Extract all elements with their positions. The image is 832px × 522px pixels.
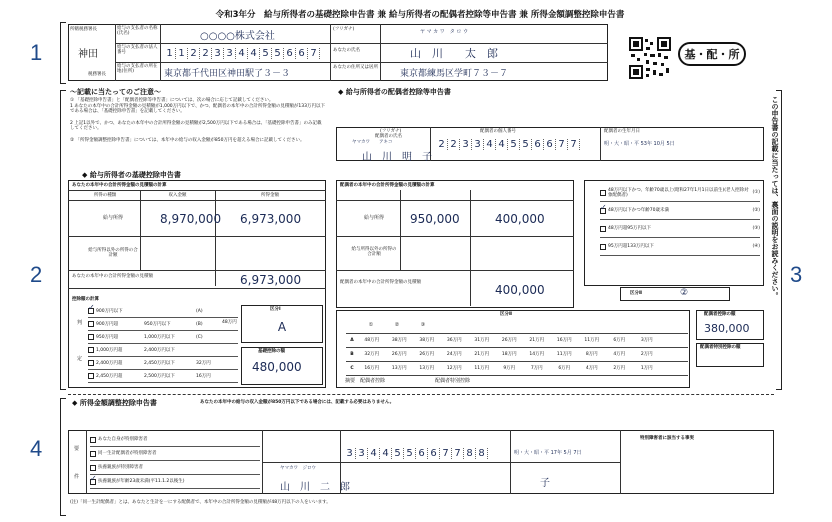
basic-deduction-title: 控除額の計算 (72, 297, 99, 302)
spouse-deduction-label: 配偶者控除の額 (704, 312, 736, 317)
special-deduction-label: 配偶者特別控除の額 (700, 345, 741, 350)
form-title: 令和3年分 給与所得者の基礎控除申告書 兼 給与所得者の配偶者控除等申告書 兼 所得金額調整控除申告書 (215, 10, 625, 20)
digit: 2 (188, 48, 200, 59)
range-from: 900万円超 (96, 321, 119, 327)
table-cell: 26万円 (419, 352, 435, 357)
range-to: 2,400万円以下 (144, 347, 175, 353)
tax-office-value[interactable]: 神田 (78, 49, 98, 60)
basic-range-row (88, 344, 238, 357)
spouse-total-amount[interactable]: 400,000 (495, 283, 545, 297)
digit: 4 (248, 48, 260, 59)
address-value[interactable]: 東京都練馬区学町７３－７ (400, 69, 509, 79)
basic-total-label: あなたの本年中の合計所得金額の見積額 (72, 274, 153, 279)
range-from: 1,000万円超 (96, 347, 123, 353)
spouse-judge-option (600, 238, 760, 256)
spouse-number-digits[interactable] (436, 139, 580, 150)
basic-subtitle: あなたの本年中の合計所得金額の見積額の計算 (72, 183, 167, 188)
range-from: 2,400万円超 (96, 360, 123, 366)
digit: 5 (392, 448, 404, 459)
table-cell: 12万円 (446, 366, 462, 371)
table-cell: 16万円 (556, 338, 572, 343)
table-cell: 8万円 (585, 352, 598, 357)
adjust-youken-2: 件 (74, 474, 80, 480)
digit: 2 (436, 139, 448, 150)
kubun2-label: 区分Ⅱ (630, 291, 642, 296)
adjust-youken-1: 要 (74, 446, 80, 452)
table-cell: B (350, 352, 354, 357)
table-cell: 2万円 (640, 352, 653, 357)
judge-text: 95万円超133万円以下 (608, 244, 654, 249)
note-line-4: ② 「所得金額調整控除申告書」については、本年中の給与の収入金額が850万円を超える場合に記載してください。 (70, 138, 305, 143)
qr-code-icon (628, 36, 672, 80)
range-to: 950万円以下 (144, 321, 171, 327)
spouse-deduction-value[interactable]: 380,000 (704, 322, 750, 335)
table-cell: 2万円 (613, 366, 626, 371)
adjust-furigana-value[interactable]: ヤマカワ ジロウ (280, 466, 316, 471)
table-cell: 26万円 (391, 352, 407, 357)
basic-section-title: ◆ 給与所得者の基礎控除申告書 (82, 170, 181, 180)
basic-range-row (88, 370, 238, 383)
table-cell: 38万円 (391, 338, 407, 343)
form-type-stamp: 基・配・所 (678, 42, 746, 66)
table-cell: 3万円 (640, 338, 653, 343)
table-cell: 24万円 (446, 352, 462, 357)
digit: 7 (556, 139, 568, 150)
spouse-section-title: ◆ 給与所得者の配偶者控除等申告書 (338, 87, 451, 97)
table-cell: 11万円 (474, 366, 490, 371)
spouse-birth-value[interactable]: 明・大・昭・平 53年 10月 5日 (604, 141, 675, 147)
digit: 5 (404, 448, 416, 459)
table-cell: 4万円 (613, 352, 626, 357)
kubun1-label: 区分Ⅰ (270, 307, 281, 312)
payer-number-label: 給与の支払者の法人番号 (117, 45, 158, 55)
digit: 6 (416, 448, 428, 459)
checkbox[interactable] (88, 308, 94, 314)
table-cell: 11万円 (584, 338, 600, 343)
table-cell: 21万円 (474, 352, 490, 357)
table-cell: 6万円 (613, 338, 626, 343)
spouse-birth-label: 配偶者の生年月日 (604, 129, 640, 134)
adjust-birth-value[interactable]: 明・大・昭・平 17年 5月 7日 (514, 450, 582, 456)
range-from: 900万円以下 (96, 308, 123, 314)
spouse-name-label: 配偶者の氏名 (375, 134, 402, 139)
adjust-option-text: あなた自身が特別障害者 (98, 437, 148, 442)
range-to: 1,000万円以下 (144, 334, 175, 340)
range-code: (A) (196, 308, 203, 314)
range-code: (C) (196, 334, 203, 340)
table-cell: 13万円 (419, 366, 435, 371)
basic-row1-income[interactable]: 8,970,000 (160, 212, 222, 226)
basic-range-row (88, 331, 238, 344)
checkbox[interactable] (90, 451, 96, 457)
digit: 4 (496, 139, 508, 150)
checkbox[interactable] (90, 465, 96, 471)
basic-range-row (88, 318, 238, 331)
table-cell: 11万円 (556, 352, 572, 357)
name-label: あなたの氏名 (333, 48, 360, 53)
digit: 1 (176, 48, 188, 59)
digit: 8 (476, 448, 488, 459)
judge-code: (②) (752, 208, 760, 213)
spouse-furigana-value[interactable]: ヤマカワ アキコ (352, 140, 393, 145)
table-col: ③ (420, 322, 426, 328)
adjust-option-text: 扶養親族が年齢23歳未満(平11.1.2以後生) (98, 479, 185, 484)
checkbox[interactable] (600, 208, 606, 214)
table-cell: 6万円 (558, 366, 571, 371)
tax-office-suffix: 税務署長 (88, 72, 106, 77)
adjust-number-digits[interactable] (344, 448, 488, 459)
table-cell: 18万円 (501, 352, 517, 357)
checkbox[interactable] (88, 373, 94, 379)
adjust-name-value[interactable]: 山 川 二 郎 (280, 482, 350, 493)
spouse-judge-option (600, 220, 760, 238)
checkbox[interactable] (88, 321, 94, 327)
basic-deduction-label: 基礎控除の額 (258, 349, 285, 354)
table-row (346, 348, 688, 362)
judge-code: (①) (752, 190, 760, 195)
basic-row1-amount[interactable]: 6,973,000 (240, 212, 302, 226)
adjust-option (90, 447, 260, 461)
digit: 6 (532, 139, 544, 150)
note-line-2: 1 あなたの本年中の合計所得金額の見積額が1,000万円以下で、かつ、配偶者の本年中の合計所得金額の見積額が133万円以下である場合は、「基礎控除申告書」を記載してください。 (70, 104, 325, 114)
section-marker-1: 1 (30, 40, 43, 65)
basic-total-amount[interactable]: 6,973,000 (240, 273, 302, 287)
range-code: 16万円 (196, 373, 211, 379)
notes-title: 〜記載に当たってのご注意〜 (70, 88, 161, 96)
digit: 2 (200, 48, 212, 59)
judge-text: 48万円超95万円以下 (608, 226, 651, 231)
adjust-disability-label: 特別障害者に該当する事実 (640, 436, 694, 441)
bracket-2 (60, 90, 66, 390)
table-cell: 26万円 (501, 338, 517, 343)
adjust-option-text: 扶養親族が特別障害者 (98, 465, 143, 470)
judge-text: 48万円以下かつ、年齢70歳以上(昭和27年1月1日以前生)(老人控除対象配偶者) (608, 187, 749, 198)
digit: 5 (520, 139, 532, 150)
digit: 3 (356, 448, 368, 459)
judge-code: (③) (752, 226, 760, 231)
table-cell: 36万円 (446, 338, 462, 343)
payer-address-value[interactable]: 東京都千代田区神田駅了３－３ (164, 69, 291, 79)
checkbox[interactable] (600, 190, 606, 196)
digit: 4 (236, 48, 248, 59)
checkbox[interactable] (90, 437, 96, 443)
spouse-table-header: 区分Ⅱ (500, 312, 512, 317)
range-to: 2,500万円以下 (144, 373, 175, 379)
digit: 5 (508, 139, 520, 150)
note-line-3: 2 上記1以外で、かつ、あなたの本年中の合計所得金額の見積額が2,500万円以下である場合は、「基礎控除申告書」のみ記載してください。 (70, 121, 322, 131)
table-cell: 21万円 (529, 338, 545, 343)
range-to: 2,450万円以下 (144, 360, 175, 366)
digit: 3 (460, 139, 472, 150)
range-code: (B) (196, 321, 203, 327)
spouse-row2-label: 給与所得以外の所得の合計額 (351, 247, 397, 257)
range-code: 32万円 (196, 360, 211, 366)
digit: 6 (428, 448, 440, 459)
digit: 4 (380, 448, 392, 459)
basic-col-amount: 所得金額 (261, 193, 279, 198)
table-cell: A (350, 338, 354, 343)
basic-judge-1: 判 (77, 320, 83, 326)
payer-number-digits[interactable] (164, 48, 320, 59)
spouse-judge-list (600, 184, 760, 256)
checkbox[interactable] (90, 479, 96, 485)
spouse-total-label: 配偶者の本年中の合計所得金額の見積額 (340, 280, 421, 285)
adjust-subtitle: あなたの本年中の給与の収入金額が850万円以下である場合には、記載する必要はありません。 (200, 400, 395, 405)
spouse-calc-title: 配偶者の本年中の合計所得金額の見積額の計算 (340, 183, 435, 188)
adjust-relation-value[interactable]: 子 (540, 478, 550, 489)
basic-col-income: 収入金額 (168, 193, 187, 198)
adjust-option-text: 同一生計配偶者が特別障害者 (98, 451, 157, 456)
table-cell: 7万円 (530, 366, 543, 371)
checkbox[interactable] (600, 244, 606, 250)
spouse-row1-income[interactable]: 950,000 (410, 212, 460, 226)
spouse-deduction-table (346, 322, 688, 376)
adjust-option (90, 475, 260, 489)
furigana-value[interactable]: ヤ マ カ ワ タ ロ ウ (420, 29, 468, 35)
payer-name-label: 給与の支払者の名称(氏名) (117, 26, 158, 36)
kubun1-value[interactable]: A (277, 320, 287, 334)
basic-row2-label: 給与所得以外の所得の合計額 (88, 248, 138, 258)
digit: 6 (544, 139, 556, 150)
checkbox[interactable] (88, 334, 94, 340)
spouse-row1-amount[interactable]: 400,000 (495, 212, 545, 226)
spouse-judge-option (600, 202, 760, 220)
section-marker-4: 4 (30, 436, 43, 461)
judge-code: (④) (752, 244, 760, 249)
table-row (346, 334, 688, 348)
spouse-number-label: 配偶者の個人番号 (480, 129, 516, 134)
table-cell: 14万円 (529, 352, 545, 357)
adjust-footer: (注)「同一生計配偶者」とは、あなたと生計を一にする配偶者で、本年中の合計所得金額の見積額が48万円以下の人をいいます。 (70, 500, 331, 505)
kubun2-value[interactable]: ② (680, 288, 689, 298)
digit: 4 (484, 139, 496, 150)
tax-office-label: 所轄税務署長 (70, 27, 97, 32)
spouse-judge-option (600, 184, 760, 202)
basic-range-row (88, 305, 238, 318)
bracket-4 (60, 398, 66, 516)
judge-text: 48万円以下かつ年齢70歳未満 (608, 208, 669, 213)
table-cell: 31万円 (474, 338, 490, 343)
digit: 6 (296, 48, 308, 59)
basic-range-row (88, 357, 238, 370)
basic-range-list (88, 305, 238, 383)
name-value[interactable]: 山 川 太 郎 (410, 47, 498, 60)
section-marker-2: 2 (30, 262, 43, 287)
digit: 8 (464, 448, 476, 459)
checkbox[interactable] (600, 226, 606, 232)
address-label: あなたの住所又は居所 (333, 65, 378, 70)
basic-judge-2: 定 (77, 356, 83, 362)
adjust-options-list (90, 433, 260, 489)
basic-col-kind: 所得の種類 (93, 193, 117, 198)
digit: 2 (448, 139, 460, 150)
basic-side-48: 48万円 (222, 320, 237, 325)
digit: 7 (440, 448, 452, 459)
digit: 1 (164, 48, 176, 59)
table-cell: 38万円 (419, 338, 435, 343)
spouse-furigana-label: (フリガナ) (380, 129, 402, 134)
digit: 6 (284, 48, 296, 59)
table-cell: 16万円 (364, 366, 380, 371)
section-marker-3: 3 (790, 262, 803, 287)
payer-name-value[interactable]: ○○○○株式会社 (200, 31, 275, 42)
table-cell: 9万円 (503, 366, 516, 371)
range-from: 950万円超 (96, 334, 119, 340)
spouse-row1-label: 給与所得 (363, 215, 384, 221)
digit: 7 (452, 448, 464, 459)
table-col: ① (368, 322, 374, 328)
range-from: 2,450万円超 (96, 373, 123, 379)
digit: 3 (472, 139, 484, 150)
checkbox[interactable] (88, 347, 94, 353)
digit: 3 (344, 448, 356, 459)
side-note-vertical: この申告書の記載に当たっては、裏面の説明をお読みください。 (771, 96, 779, 299)
table-row (346, 362, 688, 376)
spouse-name-value[interactable]: 山 川 明 子 (362, 152, 432, 163)
digit: 4 (368, 448, 380, 459)
digit: 5 (260, 48, 272, 59)
basic-row1-label: 給与所得 (102, 215, 123, 221)
digit: 7 (308, 48, 320, 59)
table-cell: C (350, 366, 354, 371)
bracket-1 (60, 22, 66, 84)
table-cell: 13万円 (391, 366, 407, 371)
note-line-1: ① 「基礎控除申告書」と「配偶者控除等申告書」については、次の場合に応じて記載してください。 (70, 98, 274, 103)
furigana-label: (フリガナ) (333, 27, 355, 32)
digit: 3 (224, 48, 236, 59)
table-cell: 1万円 (640, 366, 653, 371)
table-cell: 32万円 (364, 352, 380, 357)
payer-address-label: 給与の支払者の所在地(住所) (117, 64, 158, 74)
digit: 5 (272, 48, 284, 59)
basic-deduction-value[interactable]: 480,000 (252, 360, 302, 374)
spouse-table-foot: 摘要 配偶者控除 配偶者特別控除 (345, 378, 471, 384)
table-cell: 4万円 (585, 366, 598, 371)
checkbox[interactable] (88, 360, 94, 366)
table-col: ② (394, 322, 400, 328)
spouse-table-col-header (346, 322, 688, 334)
digit: 7 (568, 139, 580, 150)
digit: 3 (212, 48, 224, 59)
table-cell: 48万円 (364, 338, 380, 343)
adjust-section-title: ◆ 所得金額調整控除申告書 (72, 398, 157, 408)
adjust-option (90, 433, 260, 447)
adjust-option (90, 461, 260, 475)
